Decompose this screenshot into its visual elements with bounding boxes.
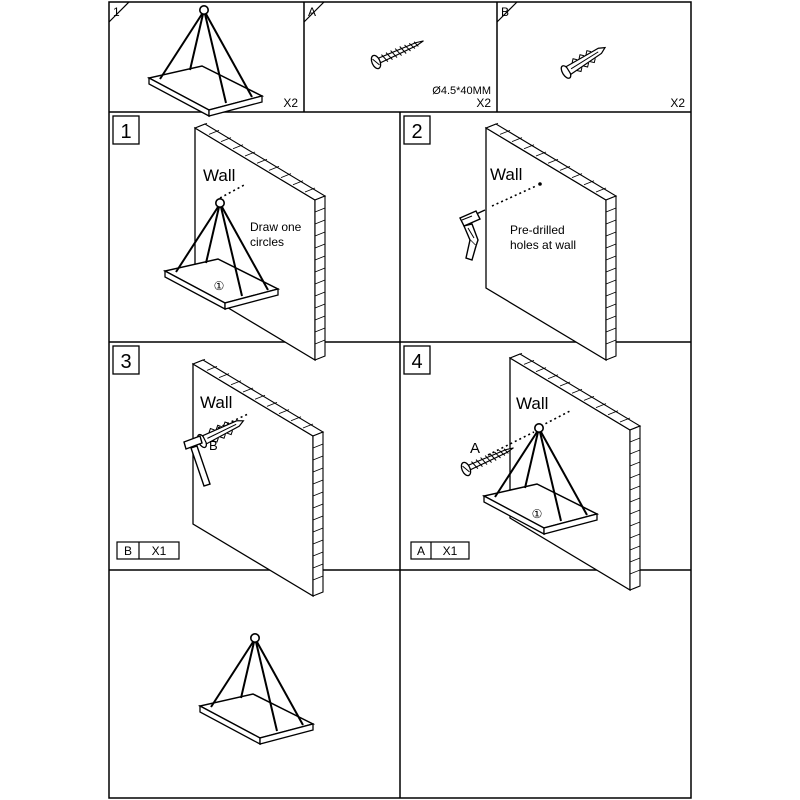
step-2-note-line1: Pre-drilled xyxy=(510,223,565,237)
step-4-cell xyxy=(404,346,640,590)
part-b-qty: X2 xyxy=(670,96,685,110)
drill-icon xyxy=(460,210,485,260)
part-a-cell xyxy=(304,2,491,110)
step-2-wall-label: Wall xyxy=(490,165,523,184)
step-4-part-qty: X1 xyxy=(442,544,458,558)
step-3-part-qty: X1 xyxy=(151,544,167,558)
step-1-cell xyxy=(113,116,325,360)
step-2-note-line2: holes at wall xyxy=(510,238,577,252)
screw-icon xyxy=(369,34,426,70)
screw-icon xyxy=(459,441,516,477)
step-3-part-id: B xyxy=(123,544,133,558)
step-3-number: 3 xyxy=(120,351,132,373)
shelf-icon xyxy=(200,634,313,744)
part-1-cell xyxy=(109,2,298,116)
step-4-part-id: A xyxy=(416,544,426,558)
part-a-id: A xyxy=(308,5,317,19)
part-b-cell xyxy=(497,2,685,110)
step-1-shelf-mark: ① xyxy=(213,279,225,293)
shelf-icon xyxy=(149,6,262,116)
step-4-part-label: A xyxy=(470,440,481,457)
anchor-icon xyxy=(559,41,609,80)
final-result-cell xyxy=(200,634,313,744)
step-4-number: 4 xyxy=(411,351,423,373)
step-1-wall-label: Wall xyxy=(203,166,236,185)
step-3-cell xyxy=(113,346,323,596)
step-3-wall-label: Wall xyxy=(200,393,233,412)
step-4-wall-label: Wall xyxy=(516,394,549,413)
part-a-qty: X2 xyxy=(476,96,491,110)
step-3-part-label: B xyxy=(209,438,218,453)
part-1-qty: X2 xyxy=(283,96,298,110)
step-2-cell xyxy=(404,116,616,360)
step-4-shelf-mark: ① xyxy=(531,507,543,521)
step-2-number: 2 xyxy=(411,121,423,143)
step-1-note-line1: Draw one xyxy=(250,220,302,234)
part-b-id: B xyxy=(501,5,510,19)
step-1-note-line2: circles xyxy=(250,235,285,249)
step-1-number: 1 xyxy=(120,121,132,143)
part-a-spec: Ø4.5*40MM xyxy=(432,85,491,97)
part-1-id: 1 xyxy=(113,5,120,19)
